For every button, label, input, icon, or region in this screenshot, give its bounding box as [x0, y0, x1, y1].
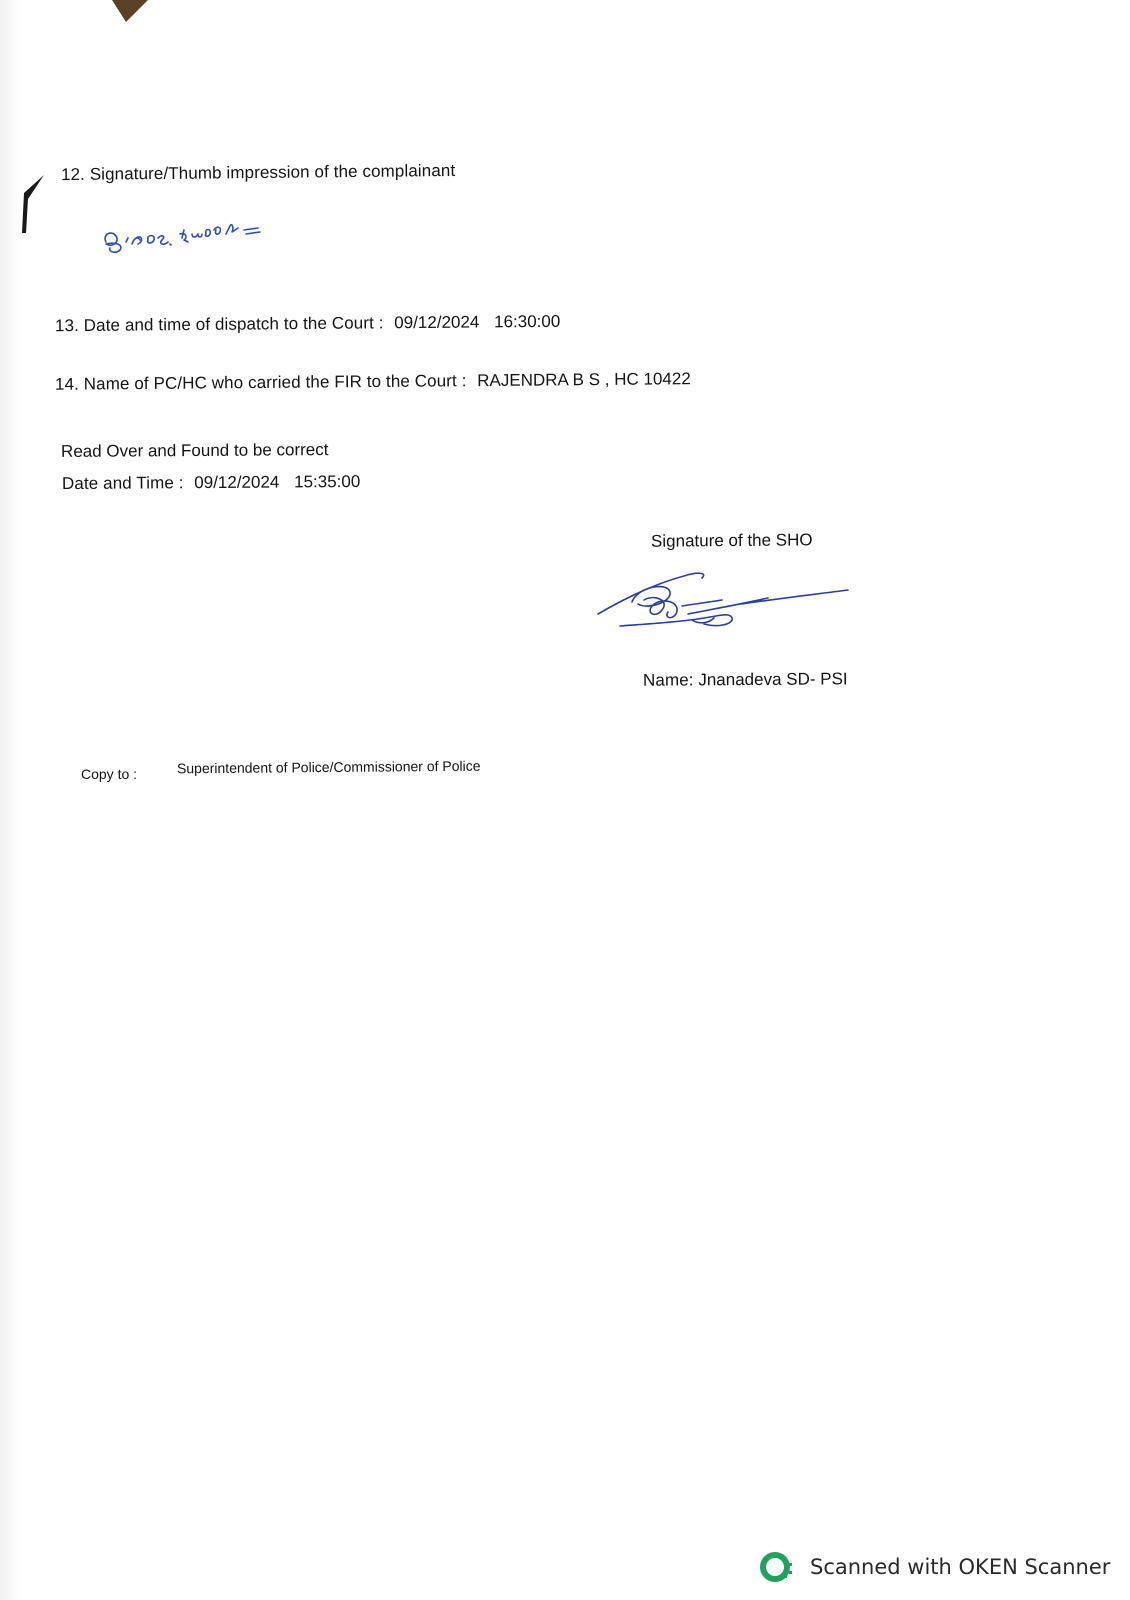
sho-signature-label: Signature of the SHO	[650, 530, 813, 551]
verification-datetime-label: Date and Time :	[61, 473, 184, 494]
item-14-line	[55, 369, 691, 395]
sho-name-label: Name:	[642, 670, 694, 690]
item-12-line	[61, 161, 455, 185]
scanner-watermark	[760, 1548, 1110, 1586]
item-14-value: RAJENDRA B S , HC 10422	[477, 369, 691, 391]
scanner-text: Scanned with OKEN Scanner	[810, 1555, 1111, 1579]
sho-name-value: Jnanadeva SD- PSI	[698, 669, 848, 690]
item-14-label: 14. Name of PC/HC who carried the FIR to the Court :	[54, 371, 467, 394]
verification-time: 15:35:00	[294, 471, 361, 492]
sho-signature	[592, 566, 854, 636]
item-12-label: 12. Signature/Thumb impression of the complainant	[60, 160, 456, 185]
page-left-edge	[0, 0, 22, 1600]
item-13-line	[55, 312, 560, 336]
verification-statement: Read Over and Found to be correct	[60, 440, 329, 461]
verification-datetime-line	[62, 472, 360, 494]
item-13-time: 16:30:00	[493, 311, 561, 332]
item-13-label: 13. Date and time of dispatch to the Court :	[54, 313, 384, 336]
verification-date: 09/12/2024	[194, 472, 280, 493]
sho-name-line	[643, 669, 848, 690]
copy-to-value: Superintendent of Police/Commissioner of Police	[176, 757, 481, 777]
edge-mark-decoration	[20, 175, 46, 235]
item-13-date: 09/12/2024	[394, 312, 480, 333]
corner-mark-decoration	[108, 0, 148, 24]
complainant-signature	[98, 208, 280, 260]
oken-scanner-logo-icon	[760, 1549, 796, 1585]
copy-to-label: Copy to :	[81, 766, 138, 782]
